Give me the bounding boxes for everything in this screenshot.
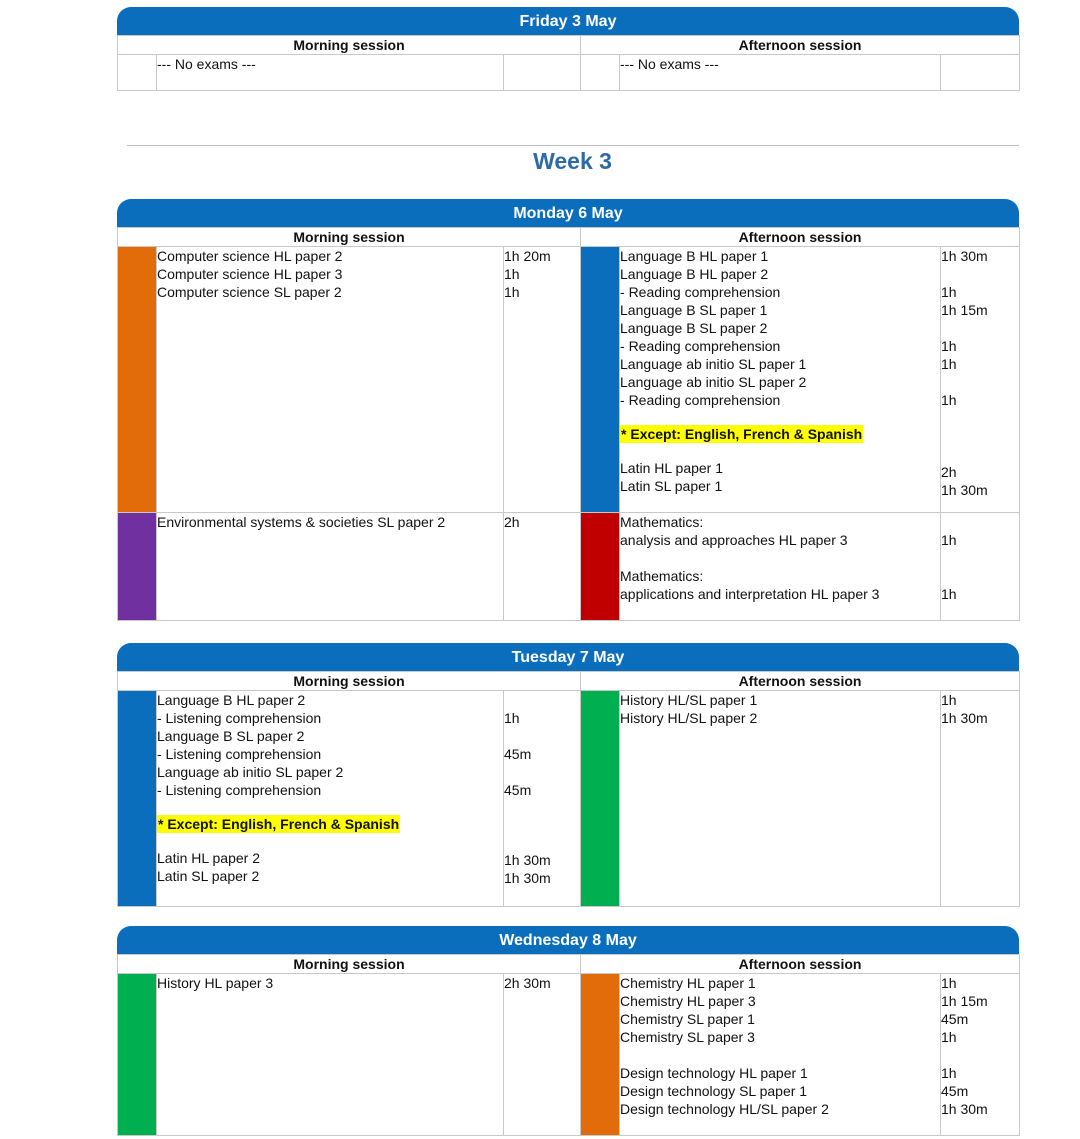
- exam-item: Language B SL paper 2: [620, 320, 768, 336]
- exam-item: Language B HL paper 2: [157, 692, 306, 708]
- morning-session-header: Morning session: [118, 36, 581, 55]
- spacer: [157, 833, 503, 849]
- exam-list: [157, 55, 504, 91]
- duration-value: 1h: [941, 338, 957, 354]
- exam-item: Language B SL paper 1: [620, 302, 768, 318]
- duration-value: 1h 30m: [941, 1101, 988, 1117]
- duration-column: [504, 691, 581, 907]
- duration-value: 1h 15m: [941, 302, 988, 318]
- subject-color-bar-orange: [581, 974, 620, 1136]
- duration-column: [941, 974, 1020, 1136]
- exam-item: Design technology HL paper 1: [620, 1065, 808, 1081]
- schedule-table: [117, 671, 1020, 907]
- spacer: [620, 425, 940, 443]
- spacer: [941, 443, 1019, 463]
- afternoon-session-header: Afternoon session: [581, 228, 1020, 247]
- schedule-table: [117, 35, 1020, 91]
- schedule-table: [117, 227, 1020, 621]
- exam-item: Chemistry SL paper 1: [620, 1011, 755, 1027]
- duration-column: [504, 974, 581, 1136]
- week-divider: [127, 145, 1019, 146]
- duration-value: --- No exams ---: [157, 56, 256, 72]
- duration-value: 1h: [941, 1029, 957, 1045]
- duration-value: [504, 691, 580, 709]
- exam-item: Latin HL paper 1: [620, 460, 724, 476]
- spacer: [157, 815, 503, 833]
- spacer: [941, 409, 1019, 425]
- exam-item: Language B SL paper 2: [157, 728, 305, 744]
- exam-item: Language B HL paper 2: [620, 266, 769, 282]
- duration-value: 45m: [941, 1083, 969, 1099]
- subject-color-bar-orange: [118, 247, 157, 513]
- subject-color-bar: [118, 55, 157, 91]
- exam-item: Chemistry HL paper 1: [620, 975, 756, 991]
- subject-color-bar-blue: [581, 247, 620, 513]
- exam-item: - Listening comprehension: [157, 746, 322, 762]
- exam-item: Latin HL paper 2: [157, 850, 260, 866]
- day-header: Monday 6 May: [117, 199, 1019, 227]
- spacer: [504, 815, 580, 833]
- exam-list: [157, 513, 504, 621]
- exam-list: [620, 247, 941, 513]
- duration-column: [504, 55, 581, 91]
- week-title: Week 3: [533, 148, 612, 174]
- duration-column: [941, 247, 1020, 513]
- duration-value: 1h 30m: [504, 870, 551, 886]
- spacer: [941, 1046, 1019, 1064]
- exam-item: - Reading comprehension: [620, 338, 781, 354]
- exam-item: Design technology SL paper 1: [620, 1083, 808, 1099]
- subject-color-bar-purple: [118, 513, 157, 621]
- duration-value: 2h: [941, 464, 957, 480]
- exam-item: Language ab initio SL paper 2: [620, 374, 807, 390]
- duration-value: 1h: [504, 266, 520, 282]
- subject-color-bar-red: [581, 513, 620, 621]
- duration-value: 45m: [504, 746, 532, 762]
- spacer: [941, 549, 1019, 567]
- subject-color-bar: [581, 55, 620, 91]
- day-tuesday: [117, 643, 1019, 907]
- duration-value: [504, 763, 580, 781]
- duration-column: [941, 513, 1020, 621]
- exam-list: [620, 55, 941, 91]
- exam-item: Computer science SL paper 2: [157, 284, 342, 300]
- spacer: [620, 409, 940, 425]
- exam-list: [620, 974, 941, 1136]
- duration-value: [941, 265, 1019, 283]
- day-wednesday: [117, 926, 1019, 1136]
- duration-value: 1h: [941, 975, 957, 991]
- duration-column: [941, 55, 1020, 91]
- spacer: [504, 799, 580, 815]
- exam-item: Computer science HL paper 3: [157, 266, 343, 282]
- exam-item: History HL/SL paper 2: [620, 710, 758, 726]
- morning-session-header: Morning session: [118, 228, 581, 247]
- duration-value: 1h: [941, 392, 957, 408]
- duration-value: 1h: [504, 284, 520, 300]
- day-header: Friday 3 May: [117, 7, 1019, 35]
- exam-list: [157, 691, 504, 907]
- afternoon-session-header: Afternoon session: [581, 36, 1020, 55]
- duration-value: 1h 30m: [941, 710, 988, 726]
- duration-value: [941, 373, 1019, 391]
- subject-color-bar-green: [581, 691, 620, 907]
- spacer: [620, 1046, 940, 1064]
- exam-item: Chemistry HL paper 3: [620, 993, 756, 1009]
- exam-item: Language ab initio SL paper 1: [620, 356, 807, 372]
- exam-item: Environmental systems & societies SL paper 2: [157, 514, 446, 530]
- spacer: [941, 425, 1019, 443]
- exam-item: - Reading comprehension: [620, 392, 781, 408]
- duration-value: 1h: [941, 692, 957, 708]
- exam-item: - Reading comprehension: [620, 284, 781, 300]
- duration-value: 2h 30m: [504, 975, 551, 991]
- exam-item: Chemistry SL paper 3: [620, 1029, 755, 1045]
- duration-value: 1h: [941, 586, 957, 602]
- exam-list: [157, 247, 504, 513]
- exam-item: Mathematics:: [620, 514, 704, 530]
- exam-item: Computer science HL paper 2: [157, 248, 343, 264]
- exam-item: Language B HL paper 1: [620, 248, 769, 264]
- morning-session-header: Morning session: [118, 672, 581, 691]
- spacer: [620, 443, 940, 459]
- duration-value: 45m: [504, 782, 532, 798]
- exam-list: [157, 974, 504, 1136]
- exam-item: Design technology HL/SL paper 2: [620, 1101, 829, 1117]
- exception-note: * Except: English, French & Spanish: [158, 816, 400, 832]
- morning-session-header: Morning session: [118, 955, 581, 974]
- afternoon-session-header: Afternoon session: [581, 955, 1020, 974]
- exam-item: History HL paper 3: [157, 975, 274, 991]
- day-monday: [117, 199, 1019, 621]
- exam-item: Latin SL paper 2: [157, 868, 260, 884]
- duration-value: 1h: [941, 532, 957, 548]
- duration-value: 1h: [941, 356, 957, 372]
- duration-value: --- No exams ---: [620, 56, 719, 72]
- exam-list: [620, 513, 941, 621]
- duration-value: 1h 30m: [504, 852, 551, 868]
- duration-value: 1h: [504, 710, 520, 726]
- duration-column: [504, 513, 581, 621]
- spacer: [504, 833, 580, 851]
- day-friday: [117, 7, 1019, 91]
- duration-value: 1h 30m: [941, 248, 988, 264]
- subject-color-bar-green: [118, 974, 157, 1136]
- exam-item: History HL/SL paper 1: [620, 692, 758, 708]
- duration-value: [941, 319, 1019, 337]
- duration-column: [504, 247, 581, 513]
- duration-value: 45m: [941, 1011, 969, 1027]
- duration-value: 1h 15m: [941, 993, 988, 1009]
- duration-value: 1h: [941, 1065, 957, 1081]
- afternoon-session-header: Afternoon session: [581, 672, 1020, 691]
- schedule-table: [117, 954, 1020, 1136]
- subject-color-bar-blue: [118, 691, 157, 907]
- exam-item: - Listening comprehension: [157, 782, 322, 798]
- exam-item: Latin SL paper 1: [620, 478, 723, 494]
- duration-value: 1h: [941, 284, 957, 300]
- duration-value: 1h 20m: [504, 248, 551, 264]
- duration-column: [941, 691, 1020, 907]
- duration-value: 1h 30m: [941, 482, 988, 498]
- duration-value: [941, 513, 1019, 531]
- exam-item: analysis and approaches HL paper 3: [620, 532, 848, 548]
- exam-item: Language ab initio SL paper 2: [157, 764, 344, 780]
- spacer: [620, 549, 940, 567]
- day-header: Wednesday 8 May: [117, 926, 1019, 954]
- day-header: Tuesday 7 May: [117, 643, 1019, 671]
- spacer: [157, 799, 503, 815]
- duration-value: [504, 727, 580, 745]
- exception-note: * Except: English, French & Spanish: [621, 426, 863, 442]
- duration-value: 2h: [504, 514, 520, 530]
- exam-item: Mathematics:: [620, 568, 704, 584]
- exam-item: applications and interpretation HL paper 3: [620, 586, 880, 602]
- exam-list: [620, 691, 941, 907]
- duration-value: [941, 567, 1019, 585]
- exam-item: - Listening comprehension: [157, 710, 322, 726]
